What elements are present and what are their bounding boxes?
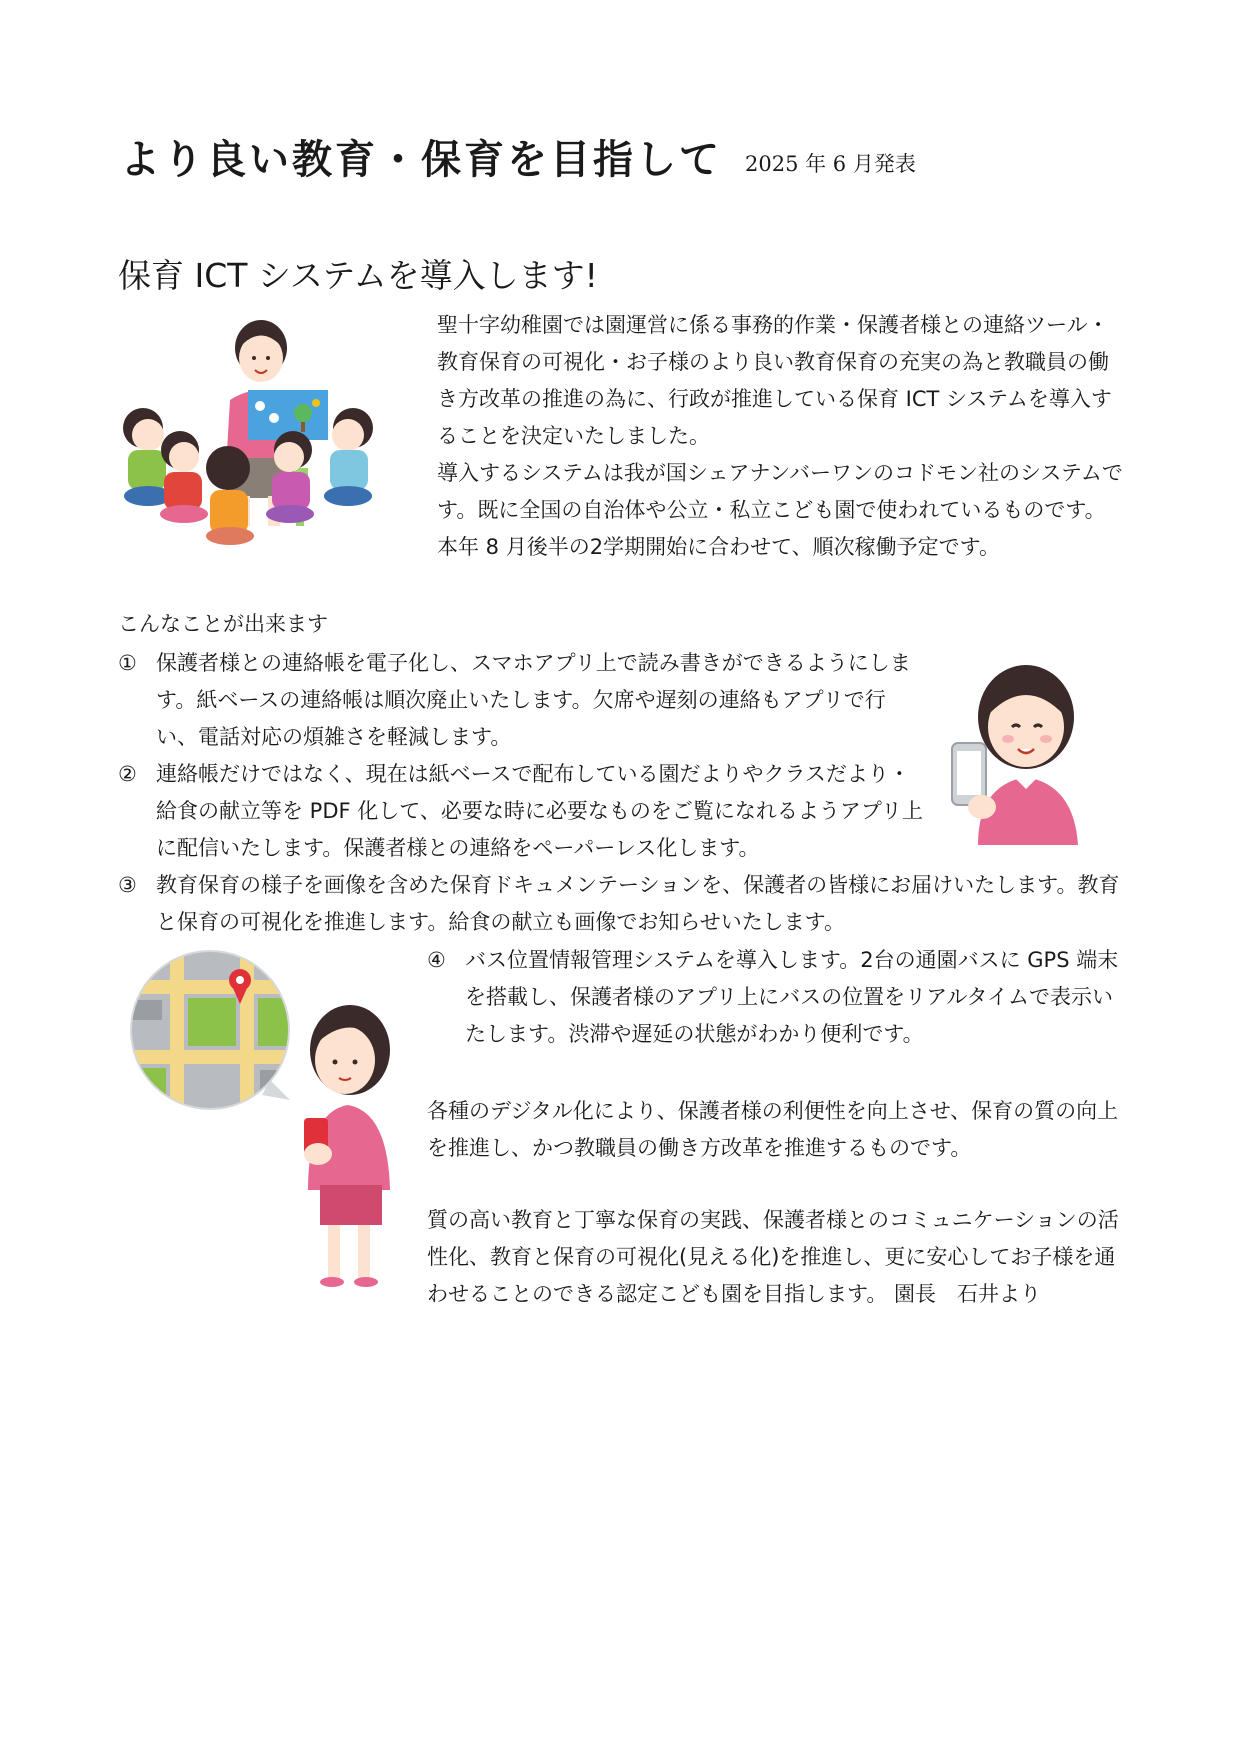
list-item-number: ④ (427, 948, 446, 972)
list-item (118, 645, 926, 756)
woman-smartphone-illustration (948, 665, 1088, 855)
publish-date: 2025 年 6 月発表 (745, 152, 916, 176)
list-item-number: ② (118, 762, 137, 786)
list-item-number: ① (118, 651, 137, 675)
features-heading: こんなことが出来ます (118, 612, 328, 636)
list-item (118, 867, 1128, 941)
intro-paragraph-2: 導入するシステムは我が国シェアナンバーワンのコドモン社のシステムです。既に全国の自治体や公立・私立こども園で使われているものです。 (437, 461, 1123, 522)
list-item-text: 保護者様との連絡帳を電子化し、スマホアプリ上で読み書きができるようにします。紙ベースの連絡帳は順次廃止いたします。欠席や遅刻の連絡もアプリで行い、電話対応の煩雑さを軽減します。 (156, 651, 911, 749)
closing-paragraph-2: 質の高い教育と丁寧な保育の実践、保護者様とのコミュニケーションの活性化、教育と保育の可視化(見える化)を推進し、更に安心してお子様を通わせることのできる認定こども園を目指します。 園長 石井より (427, 1208, 1119, 1306)
teacher-reading-illustration (118, 318, 418, 588)
page-title: より良い教育・保育を目指して (120, 136, 722, 183)
section-title: 保育 ICT システムを導入します! (118, 256, 598, 295)
list-item-number: ③ (118, 873, 137, 897)
closing-paragraph-1: 各種のデジタル化により、保護者様の利便性を向上させ、保育の質の向上を推進し、かつ教職員の働き方改革を推進するものです。 (427, 1099, 1119, 1160)
list-item (427, 942, 1127, 1053)
list-item-text: 教育保育の様子を画像を含めた保育ドキュメンテーションを、保護者の皆様にお届けいたします。教育と保育の可視化を推進します。給食の献立も画像でお知らせいたします。 (156, 873, 1120, 934)
intro-paragraph-3: 本年 8 月後半の2学期開始に合わせて、順次稼働予定です。 (437, 535, 1000, 559)
map-woman-illustration (120, 940, 410, 1290)
intro-text (437, 307, 1127, 566)
list-item (118, 756, 926, 867)
list-item-text: 連絡帳だけではなく、現在は紙ベースで配布している園だよりやクラスだより・給食の献立等を PDF 化して、必要な時に必要なものをご覧になれるようアプリ上に配信いたします。保護者様との連絡をペーパーレス化します。 (156, 762, 924, 860)
list-item-text: バス位置情報管理システムを導入します。2台の通園バスに GPS 端末を搭載し、保護者様のアプリ上にバスの位置をリアルタイムで表示いたします。渋滞や遅延の状態がわかり便利です。 (465, 948, 1119, 1046)
intro-paragraph-1: 聖十字幼稚園では園運営に係る事務的作業・保護者様との連絡ツール・教育保育の可視化・お子様のより良い教育保育の充実の為と教職員の働き方改革の推進の為に、行政が推進している保育 ICT システムを導入することを決定いたしました。 (437, 313, 1112, 448)
